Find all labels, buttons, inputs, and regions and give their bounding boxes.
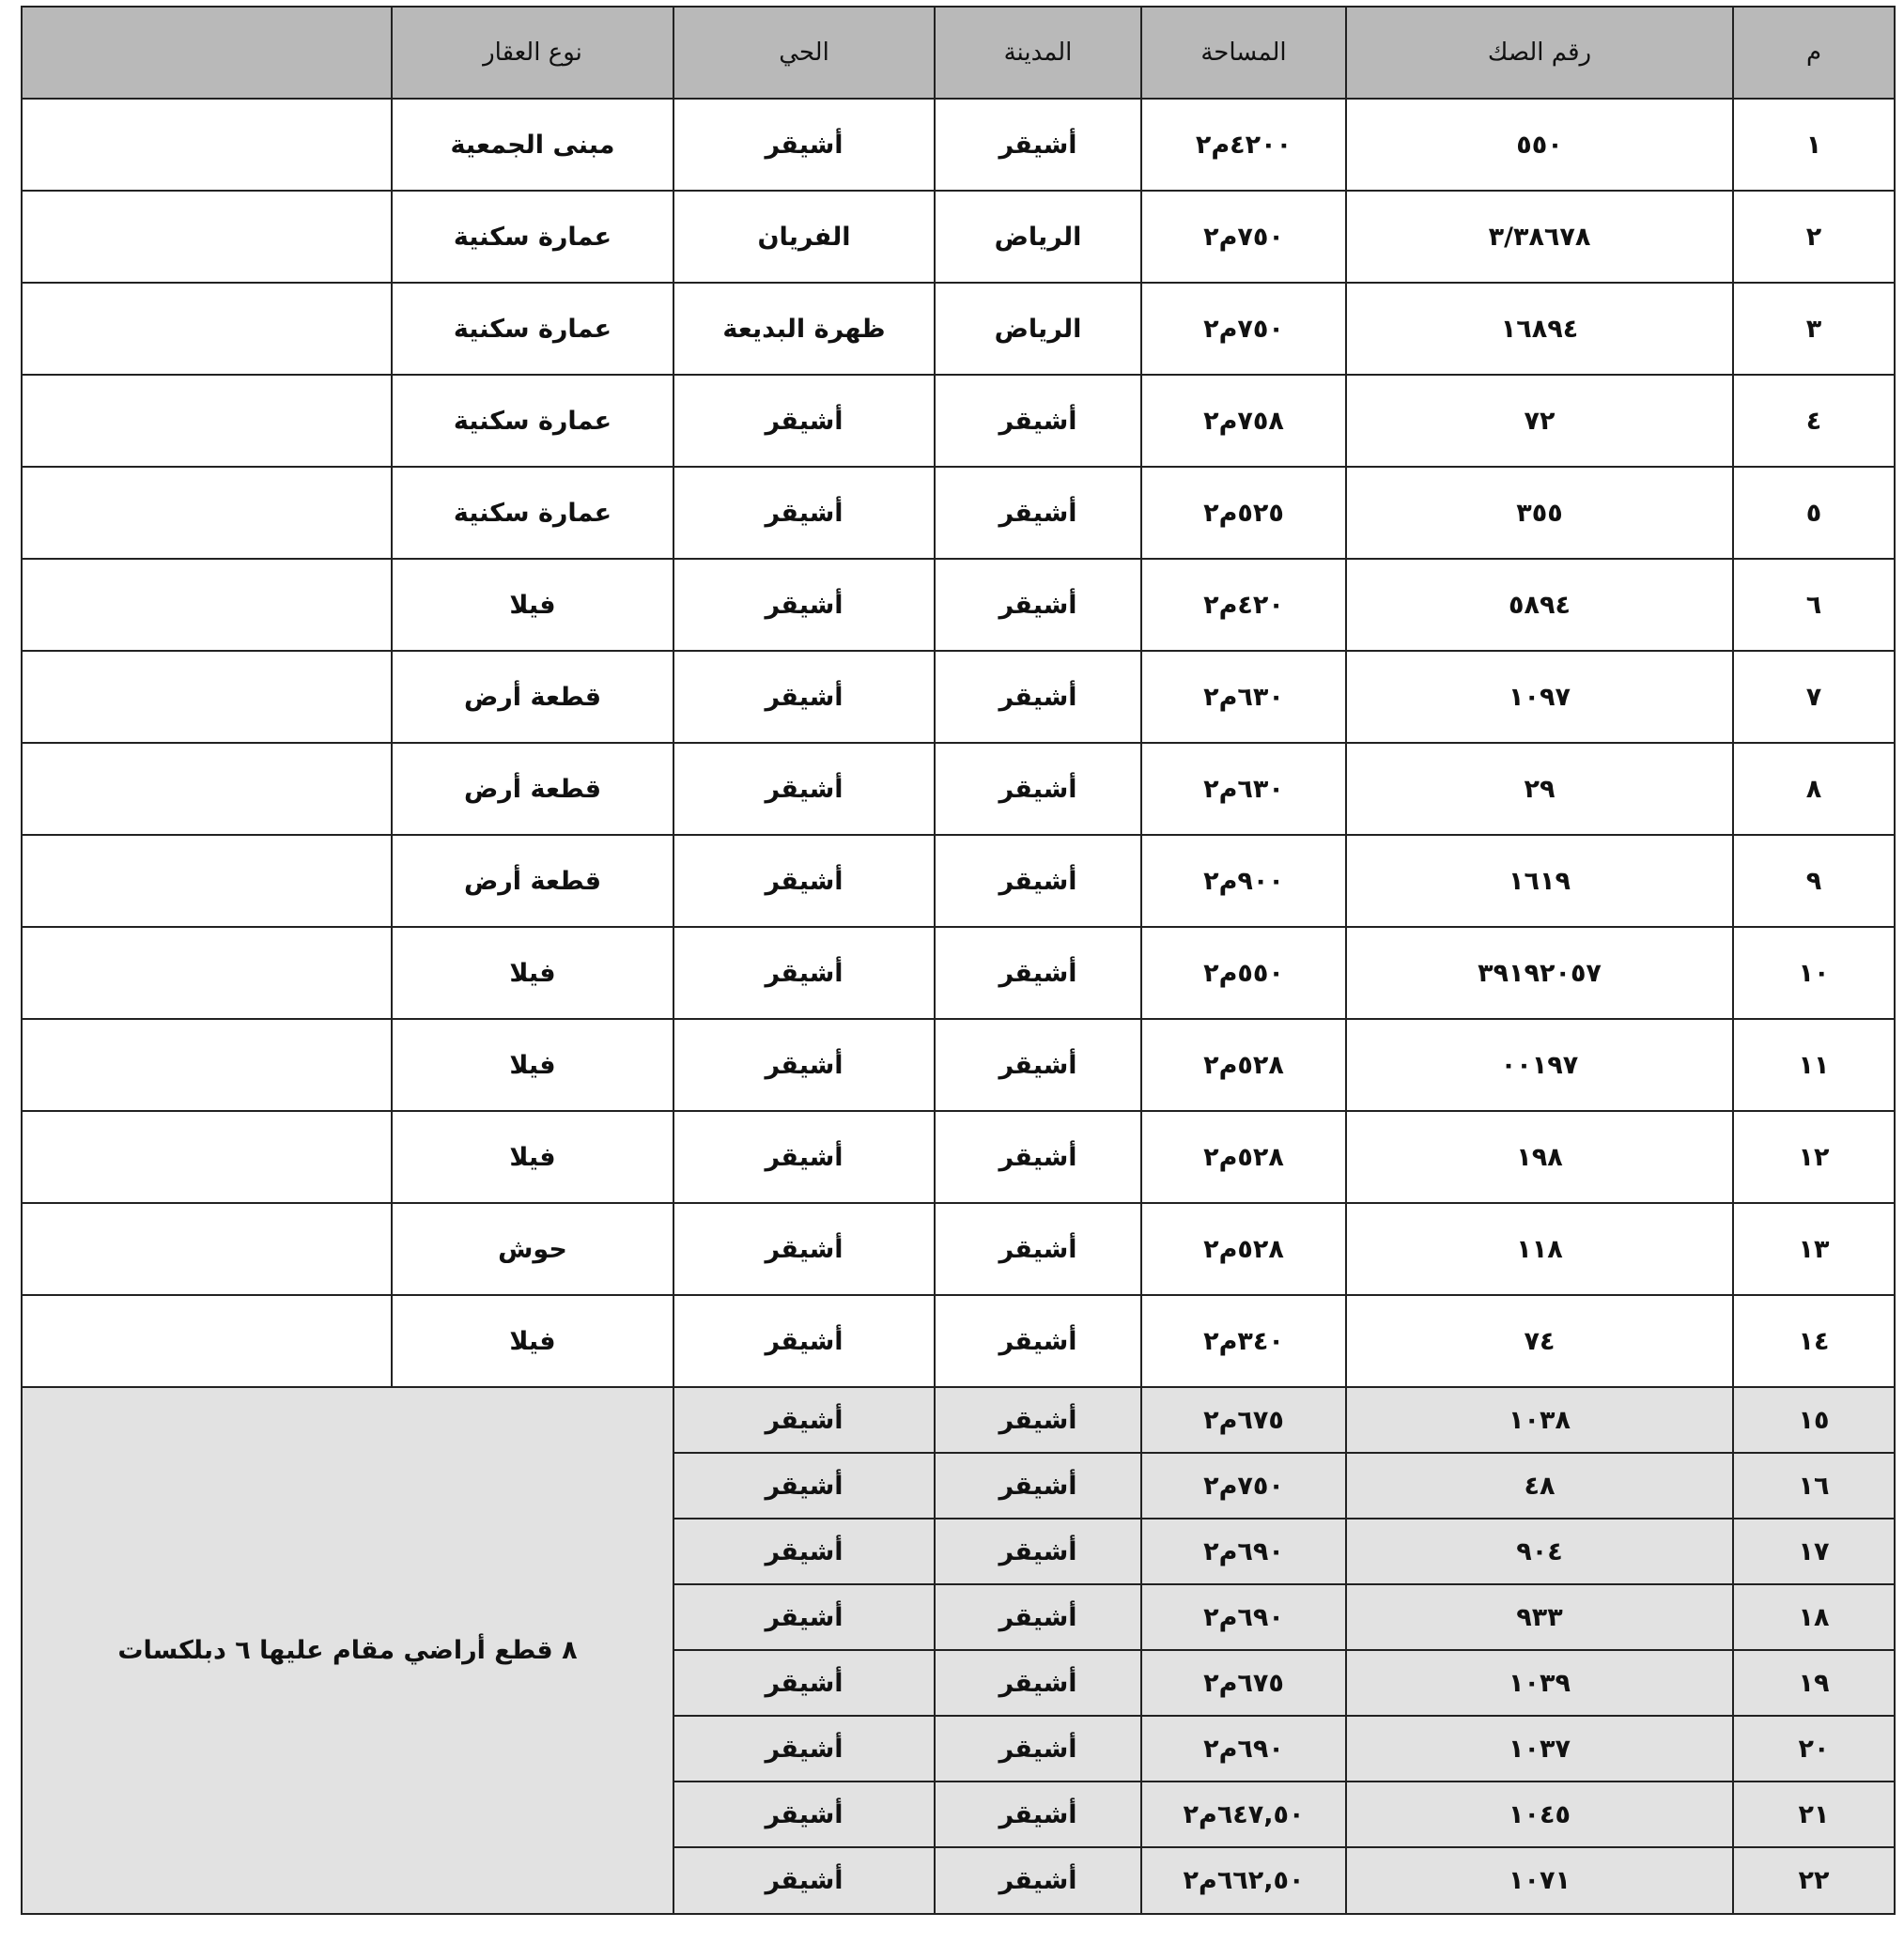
cell-district: ظهرة البديعة (673, 283, 935, 375)
cell-area: ٣٤٠م٢ (1141, 1295, 1346, 1387)
cell-deed-number: ٧٤ (1346, 1295, 1733, 1387)
cell-blank (22, 283, 392, 375)
cell-property-type: فيلا (392, 1019, 673, 1111)
cell-property-type: حوش (392, 1203, 673, 1295)
header-property-type: نوع العقار (392, 7, 673, 99)
table-row (22, 1111, 1895, 1203)
cell-deed-number: ١٠٣٩ (1346, 1650, 1733, 1716)
cell-district: أشيقر (673, 99, 935, 191)
cell-district: أشيقر (673, 1519, 935, 1584)
cell-blank (22, 559, 392, 651)
cell-district: أشيقر (673, 835, 935, 927)
cell-blank (22, 375, 392, 467)
table-row (22, 191, 1895, 283)
cell-city: أشيقر (935, 1650, 1141, 1716)
cell-city: أشيقر (935, 467, 1141, 559)
cell-city: أشيقر (935, 375, 1141, 467)
cell-district: أشيقر (673, 1782, 935, 1847)
cell-area: ٦٩٠م٢ (1141, 1584, 1346, 1650)
cell-property-type: فيلا (392, 559, 673, 651)
cell-num: ١٧ (1733, 1519, 1895, 1584)
cell-num: ١١ (1733, 1019, 1895, 1111)
cell-deed-number: ١٦٨٩٤ (1346, 283, 1733, 375)
cell-deed-number: ٥٥٠ (1346, 99, 1733, 191)
cell-area: ٦٣٠م٢ (1141, 651, 1346, 743)
property-table (21, 6, 1896, 1915)
cell-deed-number: ١١٨ (1346, 1203, 1733, 1295)
cell-property-type: عمارة سكنية (392, 375, 673, 467)
cell-district: أشيقر (673, 1453, 935, 1519)
cell-district: أشيقر (673, 1847, 935, 1914)
table-row (22, 835, 1895, 927)
table-row (22, 559, 1895, 651)
cell-city: أشيقر (935, 1519, 1141, 1584)
cell-num: ٧ (1733, 651, 1895, 743)
cell-num: ١ (1733, 99, 1895, 191)
cell-city: أشيقر (935, 1111, 1141, 1203)
cell-city: الرياض (935, 191, 1141, 283)
header-num: م (1733, 7, 1895, 99)
cell-deed-number: ١٠٣٨ (1346, 1387, 1733, 1453)
cell-num: ٨ (1733, 743, 1895, 835)
cell-city: أشيقر (935, 835, 1141, 927)
cell-area: ٦٦٢,٥٠م٢ (1141, 1847, 1346, 1914)
cell-num: ٢٢ (1733, 1847, 1895, 1914)
cell-num: ١٨ (1733, 1584, 1895, 1650)
cell-district: أشيقر (673, 651, 935, 743)
cell-area: ٦٩٠م٢ (1141, 1519, 1346, 1584)
cell-property-type: فيلا (392, 927, 673, 1019)
cell-area: ٦٣٠م٢ (1141, 743, 1346, 835)
cell-property-type: فيلا (392, 1295, 673, 1387)
header-city: المدينة (935, 7, 1141, 99)
cell-num: ٢١ (1733, 1782, 1895, 1847)
cell-deed-number: ٥٨٩٤ (1346, 559, 1733, 651)
cell-num: ١٢ (1733, 1111, 1895, 1203)
table-row (22, 99, 1895, 191)
cell-deed-number: ٣٥٥ (1346, 467, 1733, 559)
cell-city: أشيقر (935, 743, 1141, 835)
table-row (22, 283, 1895, 375)
cell-area: ٩٠٠م٢ (1141, 835, 1346, 927)
cell-blank (22, 467, 392, 559)
header-area: المساحة (1141, 7, 1346, 99)
cell-num: ١٥ (1733, 1387, 1895, 1453)
cell-district: أشيقر (673, 743, 935, 835)
table-row (22, 1387, 1895, 1453)
cell-area: ٥٢٥م٢ (1141, 467, 1346, 559)
cell-num: ٢٠ (1733, 1716, 1895, 1782)
cell-property-type: قطعة أرض (392, 651, 673, 743)
cell-area: ٥٢٨م٢ (1141, 1203, 1346, 1295)
cell-district: أشيقر (673, 927, 935, 1019)
cell-blank (22, 1295, 392, 1387)
cell-city: أشيقر (935, 559, 1141, 651)
cell-deed-number: ٩٣٣ (1346, 1584, 1733, 1650)
cell-area: ٦٤٧,٥٠م٢ (1141, 1782, 1346, 1847)
table-row (22, 1203, 1895, 1295)
cell-district: أشيقر (673, 1111, 935, 1203)
header-row (22, 7, 1895, 99)
cell-blank (22, 743, 392, 835)
cell-district: أشيقر (673, 1584, 935, 1650)
cell-deed-number: ١٠٩٧ (1346, 651, 1733, 743)
cell-city: أشيقر (935, 1387, 1141, 1453)
cell-blank (22, 99, 392, 191)
cell-area: ٥٢٨م٢ (1141, 1111, 1346, 1203)
cell-num: ٦ (1733, 559, 1895, 651)
cell-area: ٧٥٠م٢ (1141, 191, 1346, 283)
cell-num: ١٣ (1733, 1203, 1895, 1295)
cell-district: أشيقر (673, 1650, 935, 1716)
table-row (22, 1019, 1895, 1111)
cell-num: ٩ (1733, 835, 1895, 927)
table-row (22, 927, 1895, 1019)
cell-district: أشيقر (673, 559, 935, 651)
cell-district: أشيقر (673, 375, 935, 467)
cell-deed-number: ١٦١٩ (1346, 835, 1733, 927)
cell-deed-number: ٢٩ (1346, 743, 1733, 835)
cell-area: ٤٢٠م٢ (1141, 559, 1346, 651)
cell-deed-number: ١٠٣٧ (1346, 1716, 1733, 1782)
cell-num: ٥ (1733, 467, 1895, 559)
table-row (22, 467, 1895, 559)
cell-num: ١٩ (1733, 1650, 1895, 1716)
table-row (22, 375, 1895, 467)
cell-city: أشيقر (935, 1782, 1141, 1847)
header-blank (22, 7, 392, 99)
cell-area: ٥٢٨م٢ (1141, 1019, 1346, 1111)
cell-num: ١٤ (1733, 1295, 1895, 1387)
cell-deed-number: ٤٨ (1346, 1453, 1733, 1519)
cell-district: أشيقر (673, 1387, 935, 1453)
cell-num: ١٦ (1733, 1453, 1895, 1519)
cell-district: أشيقر (673, 1019, 935, 1111)
cell-district: أشيقر (673, 1295, 935, 1387)
cell-district: أشيقر (673, 467, 935, 559)
cell-area: ٤٢٠٠م٢ (1141, 99, 1346, 191)
table-row (22, 743, 1895, 835)
cell-property-type: قطعة أرض (392, 835, 673, 927)
cell-num: ١٠ (1733, 927, 1895, 1019)
cell-area: ٥٥٠م٢ (1141, 927, 1346, 1019)
cell-deed-number: ٣/٣٨٦٧٨ (1346, 191, 1733, 283)
cell-city: أشيقر (935, 651, 1141, 743)
cell-area: ٦٧٥م٢ (1141, 1650, 1346, 1716)
cell-city: أشيقر (935, 1847, 1141, 1914)
cell-city: أشيقر (935, 1584, 1141, 1650)
cell-deed-number: ٠٠١٩٧ (1346, 1019, 1733, 1111)
cell-area: ٧٥٠م٢ (1141, 283, 1346, 375)
cell-city: أشيقر (935, 1716, 1141, 1782)
cell-property-type: قطعة أرض (392, 743, 673, 835)
cell-blank (22, 835, 392, 927)
header-district: الحي (673, 7, 935, 99)
cell-district: أشيقر (673, 1203, 935, 1295)
cell-city: أشيقر (935, 1453, 1141, 1519)
cell-city: أشيقر (935, 99, 1141, 191)
cell-property-type: عمارة سكنية (392, 467, 673, 559)
cell-city: أشيقر (935, 1019, 1141, 1111)
table-row (22, 1295, 1895, 1387)
cell-district: أشيقر (673, 1716, 935, 1782)
cell-blank (22, 1203, 392, 1295)
cell-deed-number: ١٠٧١ (1346, 1847, 1733, 1914)
cell-area: ٧٥٨م٢ (1141, 375, 1346, 467)
cell-city: الرياض (935, 283, 1141, 375)
cell-district: الفريان (673, 191, 935, 283)
cell-deed-number: ٣٩١٩٢٠٥٧ (1346, 927, 1733, 1019)
cell-city: أشيقر (935, 1295, 1141, 1387)
cell-deed-number: ١٩٨ (1346, 1111, 1733, 1203)
cell-property-type: عمارة سكنية (392, 283, 673, 375)
cell-deed-number: ٩٠٤ (1346, 1519, 1733, 1584)
cell-blank (22, 927, 392, 1019)
cell-area: ٦٩٠م٢ (1141, 1716, 1346, 1782)
cell-area: ٦٧٥م٢ (1141, 1387, 1346, 1453)
cell-num: ٣ (1733, 283, 1895, 375)
cell-area: ٧٥٠م٢ (1141, 1453, 1346, 1519)
cell-property-type: عمارة سكنية (392, 191, 673, 283)
cell-city: أشيقر (935, 1203, 1141, 1295)
group-description-cell: ٨ قطع أراضي مقام عليها ٦ دبلكسات (22, 1387, 673, 1914)
cell-blank (22, 191, 392, 283)
header-deed-number: رقم الصك (1346, 7, 1733, 99)
cell-blank (22, 1019, 392, 1111)
table-body (22, 99, 1895, 1914)
cell-num: ٤ (1733, 375, 1895, 467)
cell-deed-number: ٧٢ (1346, 375, 1733, 467)
cell-city: أشيقر (935, 927, 1141, 1019)
cell-property-type: فيلا (392, 1111, 673, 1203)
cell-blank (22, 1111, 392, 1203)
cell-blank (22, 651, 392, 743)
cell-property-type: مبنى الجمعية (392, 99, 673, 191)
cell-deed-number: ١٠٤٥ (1346, 1782, 1733, 1847)
cell-num: ٢ (1733, 191, 1895, 283)
table-row (22, 651, 1895, 743)
